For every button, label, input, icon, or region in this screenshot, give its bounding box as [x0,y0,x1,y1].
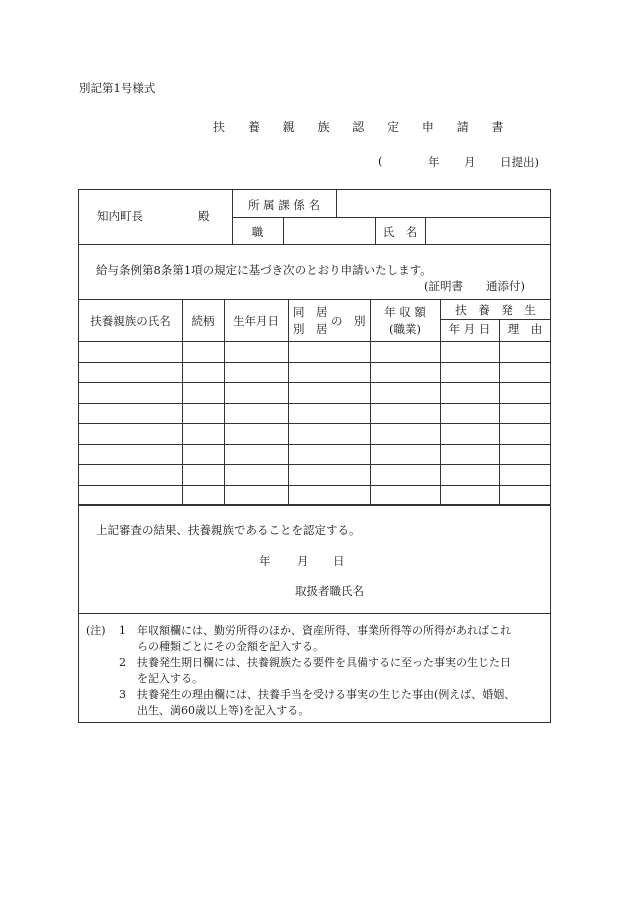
note-text-line: 出生、満60歳以上等)を記入する。 [137,704,310,717]
submission-year-label: 年 [428,155,440,169]
applicant-name-value[interactable] [426,218,550,243]
header-separate: 別 居 [293,322,328,336]
applicant-name-label: 氏 名 [382,225,418,239]
document-title: 扶 養 親 族 認 定 申 請 書 [213,120,514,134]
divider [79,244,551,245]
addressee-honorific: 殿 [198,209,210,223]
certification-day-label: 日 [333,554,345,568]
notes-label: (注) [86,624,106,637]
table-column-divider [182,299,183,505]
department-value[interactable] [337,191,550,216]
table-row [79,341,551,342]
position-label: 職 [251,225,264,239]
table-row [79,444,551,445]
form-number: 別記第1号様式 [79,81,156,95]
note-text-line: 扶養発生の理由欄には、扶養手当を受ける事実の生じた事由(例えば、婚姻、 [137,688,516,701]
table-row [79,485,551,486]
table-column-divider [440,299,441,505]
table-column-divider [288,299,289,505]
attachment-note: (証明書 通添付) [424,279,525,293]
note-number: 1 [119,624,126,637]
notes-section [79,613,551,723]
table-row [79,423,551,424]
note-text-line: を記入する。 [137,672,203,685]
note-text-line: 扶養発生期日欄には、扶養親族たる要件を具備するに至った事実の生じた日 [137,656,511,669]
header-cohab-distinction: の 別 [331,314,366,328]
certification-year-label: 年 [259,554,271,568]
table-row [79,382,551,383]
divider [440,319,551,320]
header-occupation: (職業) [389,322,421,336]
table-column-divider [224,299,225,505]
table-row [79,464,551,465]
certification-statement: 上記審査の結果、扶養親族であることを認定する。 [96,523,361,537]
submission-open-paren: ( [378,154,383,168]
certification-month-label: 月 [297,554,309,568]
submission-day-label: 日提出) [500,155,539,169]
divider [79,504,551,505]
header-origin-date: 年 月 日 [448,322,491,336]
addressee-name: 知内町長 [97,209,143,223]
table-column-divider [499,319,500,505]
header-origin-reason: 理 由 [507,322,543,336]
department-label: 所 属 課 係 名 [247,198,321,212]
header-annual-income: 年 収 額 [384,305,426,319]
officer-label: 取扱者職氏名 [295,584,364,598]
table-row [79,505,551,506]
table-column-divider [370,299,371,505]
header-cohabiting: 同 居 [293,305,328,319]
header-dependent-name: 扶養親族の氏名 [90,314,171,328]
position-value[interactable] [284,218,375,243]
table-row [79,403,551,404]
table-row [79,362,551,363]
application-statement: 給与条例第8条第1項の規定に基づき次のとおり申請いたします。 [96,263,432,277]
note-text-line: 年収額欄には、勤労所得のほか、資産所得、事業所得等の所得があればこれ [137,624,511,637]
submission-month-label: 月 [464,155,476,169]
header-relationship: 続柄 [191,314,215,328]
application-form [78,189,551,723]
note-number: 3 [119,688,126,701]
note-text-line: らの種類ごとにその金額を記入する。 [137,640,324,653]
header-birthdate: 生年月日 [233,314,279,328]
dependents-table [79,299,551,504]
note-number: 2 [119,656,126,669]
header-dependency-origin: 扶 養 発 生 [455,303,536,317]
